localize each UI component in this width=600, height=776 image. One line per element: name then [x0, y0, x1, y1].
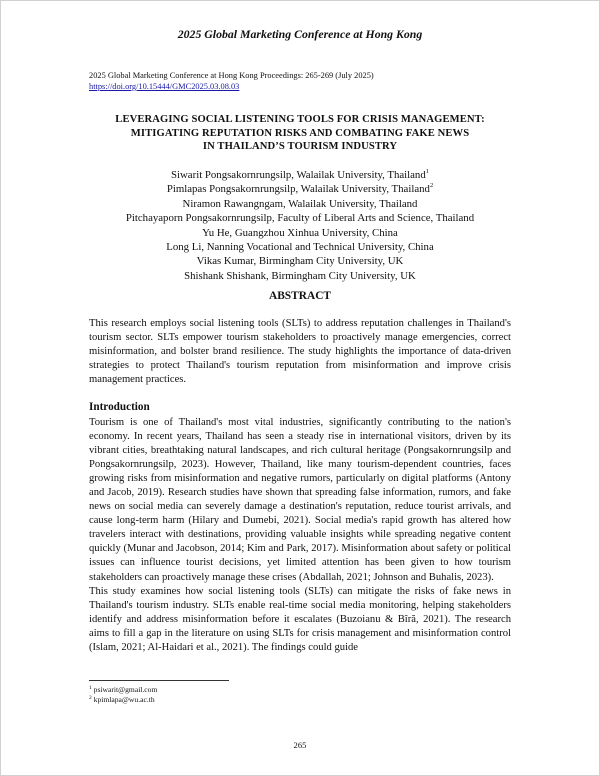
author-line: Pimlapas Pongsakornrungsilp, Walailak University, Thailand$^2$	[166, 182, 434, 196]
proceedings-citation: 2025 Global Marketing Conference at Hong Kong Proceedings: 265-269 (July 2025)	[89, 71, 374, 80]
author-line: Vikas Kumar, Birmingham City University, UK	[196, 255, 404, 268]
title-line: IN THAILAND’S TOURISM INDUSTRY	[202, 141, 398, 152]
author-line: Shishank Shishank, Birmingham City University, UK	[184, 269, 416, 282]
introduction-body	[89, 416, 511, 655]
proceedings-info	[89, 70, 374, 92]
footnote: $^1$ psiwarit@gmail.com	[89, 685, 158, 694]
footnote: $^2$ kpimlapa@wu.ac.th	[89, 695, 155, 704]
footnotes	[89, 685, 157, 705]
introduction-heading: Introduction	[89, 401, 150, 413]
author-line: Niramon Rawangngam, Walailak University, Thailand	[182, 197, 418, 210]
author-line: Yu He, Guangzhou Xinhua University, China	[202, 226, 398, 239]
paper-title	[70, 113, 530, 154]
author-line: Long Li, Nanning Vocational and Technical University, China	[166, 241, 434, 254]
page-number: 265	[293, 740, 307, 750]
footnote-mark: 2	[429, 182, 434, 190]
abstract-heading: ABSTRACT	[268, 290, 332, 302]
author-line: Siwarit Pongsakornrungsilp, Walailak University, Thailand$^1$	[171, 168, 429, 181]
title-line: LEVERAGING SOCIAL LISTENING TOOLS FOR CRISIS MANAGEMENT:	[115, 114, 485, 125]
paragraph: Tourism is one of Thailand's most vital industries, significantly contributing to the nation's economy. In recent years, Thailand has seen a steady rise in international visitors, driven by its vibrant cities, breathtaking natural landscapes, and rich cultural heritage (Pongsakornrungsilp and Pongsakornrungsilp, 2023). However, Thailand, like many tourism-dependent countries, faces growing risks from misinformation and negative rumors, particularly on digital platforms (Antony and Jacob, 2019). Research studies have shown that spreading false information, rumors, and fake news on social media can severely damage a destination's reputation, reduce tourist arrivals, and cause long-term harm (Hilary and Dumebi, 2021). Social media's rapid growth has altered how travelers interact with destinations, providing valuable insights while spreading negative content quickly (Munar and Jacobson, 2014; Kim and Park, 2017). Misinformation about safety or political issues can influence tourist decisions, yet limited attention has been given to how tourism stakeholders can proactively manage these crises (Abdallah, 2021; Johnson and Buhalis, 2023).	[89, 417, 511, 583]
author-line: Pitchayaporn Pongsakornrungsilp, Faculty of Liberal Arts and Science, Thailand	[125, 212, 475, 225]
title-line: MITIGATING REPUTATION RISKS AND COMBATING FAKE NEWS	[130, 127, 470, 139]
footnote-mark: 1	[425, 168, 429, 175]
author-list	[60, 168, 540, 283]
doi-link[interactable]: https://doi.org/10.15444/GMC2025.03.08.03	[89, 82, 240, 91]
paragraph: This study examines how social listening tools (SLTs) can mitigate the risks of fake news in Thailand's tourism industry. SLTs enable real-time social media monitoring, helping stakeholders identify and address misinformation before it escalates (Buzoianu & Bîră, 2021). The research aims to fill a gap in the literature on using SLTs for crisis management and misinformation control (Islam, 2021; Al-Haidari et al., 2021). The findings could guide	[89, 585, 511, 653]
footnote-divider	[89, 680, 229, 681]
running-header: 2025 Global Marketing Conference at Hong Kong	[177, 27, 423, 41]
abstract-text: This research employs social listening tools (SLTs) to address reputation challenges in Thailand's tourism sector. SLTs empower tourism stakeholders to proactively manage emergencies, correct misinformation, and bolster brand resilience. The study highlights the importance of data-driven strategies to protect Thailand's tourism reputation from misinformation and improve crisis management practices.	[89, 318, 511, 386]
